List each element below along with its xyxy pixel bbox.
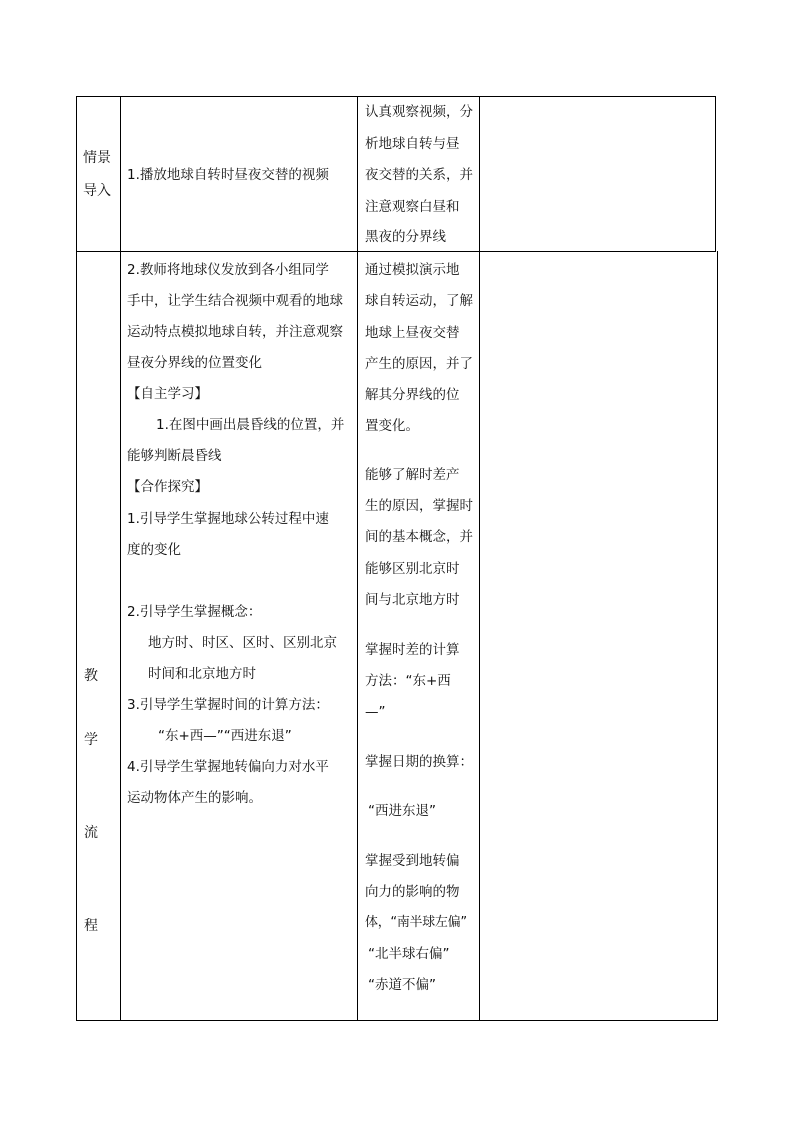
student-block1-line2: 球自转运动，了解 — [365, 293, 473, 309]
student-block3-line1: 掌握时差的计算 — [365, 642, 460, 658]
table-bottom-border — [76, 1020, 718, 1021]
teacher-step2-line2: 手中，让学生结合视频中观看的地球 — [127, 293, 343, 309]
student-block5-line3: 体，“南半球左偏” — [365, 915, 467, 930]
column-divider-2 — [357, 96, 358, 1021]
coop-item2-line1: 2.引导学生掌握概念： — [127, 604, 262, 620]
student-block2-line1: 能够了解时差产 — [365, 467, 460, 483]
column-divider-3 — [479, 96, 480, 1021]
student-block5-line4: “北半球右偏” — [368, 946, 450, 962]
coop-item4-line2: 运动物体产生的影响。 — [127, 790, 262, 806]
self-study-heading: 【自主学习】 — [127, 386, 208, 402]
row1-teacher-activity: 1.播放地球自转时昼夜交替的视频 — [127, 167, 329, 183]
cooperative-heading: 【合作探究】 — [127, 479, 208, 495]
column-divider-1 — [120, 96, 121, 1021]
student-block4-line1: 掌握日期的换算： — [365, 754, 473, 770]
self-study-item-line1: 1.在图中画出晨昏线的位置，并 — [156, 417, 345, 433]
table-right-border-row1 — [715, 96, 716, 252]
student-block2-line4: 能够区别北京时 — [365, 561, 460, 577]
student-block3-line3: —” — [365, 704, 386, 720]
student-block1-line3: 地球上昼夜交替 — [365, 325, 460, 341]
student-block4-line2: “西进东退” — [368, 803, 436, 819]
coop-item2-line3: 时间和北京地方时 — [148, 666, 256, 682]
student-block2-line5: 间与北京地方时 — [365, 592, 460, 608]
row2-label-char3: 流 — [84, 825, 98, 841]
table-top-border — [76, 96, 716, 97]
student-block5-line2: 向力的影响的物 — [365, 884, 460, 900]
table-right-border-row2 — [717, 251, 718, 1021]
teacher-step2-line4: 昼夜分界线的位置变化 — [127, 355, 262, 371]
student-block2-line2: 生的原因，掌握时 — [365, 498, 473, 514]
coop-item3-line2: “东+西—”“西进东退” — [158, 728, 292, 744]
student-block1-line1: 通过模拟演示地 — [365, 262, 460, 278]
row1-label-line1: 情景 — [83, 150, 111, 166]
coop-item3-line1: 3.引导学生掌握时间的计算方法： — [127, 697, 329, 713]
row1-student-line2: 析地球自转与昼 — [365, 136, 460, 152]
row-divider — [76, 251, 716, 252]
student-block5-line1: 掌握受到地转偏 — [365, 853, 460, 869]
coop-item1-line1: 1.引导学生掌握地球公转过程中速 — [127, 511, 329, 527]
row1-label-line2: 导入 — [83, 183, 111, 199]
student-block3-line2: 方法：“东+西 — [365, 673, 451, 689]
row1-student-line4: 注意观察白昼和 — [365, 199, 460, 215]
row2-label-char4: 程 — [84, 918, 98, 934]
student-block1-line6: 置变化。 — [365, 418, 419, 434]
student-block5-line5: “赤道不偏” — [368, 977, 436, 993]
row2-label-char2: 学 — [84, 732, 98, 748]
row1-student-line3: 夜交替的关系，并 — [365, 167, 473, 183]
teacher-step2-line3: 运动特点模拟地球自转，并注意观察 — [127, 324, 343, 340]
coop-item2-line2: 地方时、时区、区时、区别北京 — [148, 635, 337, 651]
self-study-item-line2: 能够判断晨昏线 — [127, 448, 222, 464]
coop-item1-line2: 度的变化 — [127, 542, 181, 558]
student-block2-line3: 间的基本概念，并 — [365, 529, 473, 545]
teacher-step2-line1: 2.教师将地球仪发放到各小组同学 — [127, 262, 329, 278]
row2-label-char1: 教 — [84, 668, 98, 684]
student-block1-line5: 解其分界线的位 — [365, 387, 460, 403]
coop-item4-line1: 4.引导学生掌握地转偏向力对水平 — [127, 759, 329, 775]
row1-student-line1: 认真观察视频，分 — [365, 104, 473, 120]
row1-student-line5: 黑夜的分界线 — [365, 229, 446, 245]
table-left-border — [76, 96, 77, 1021]
student-block1-line4: 产生的原因，并了 — [365, 356, 473, 372]
